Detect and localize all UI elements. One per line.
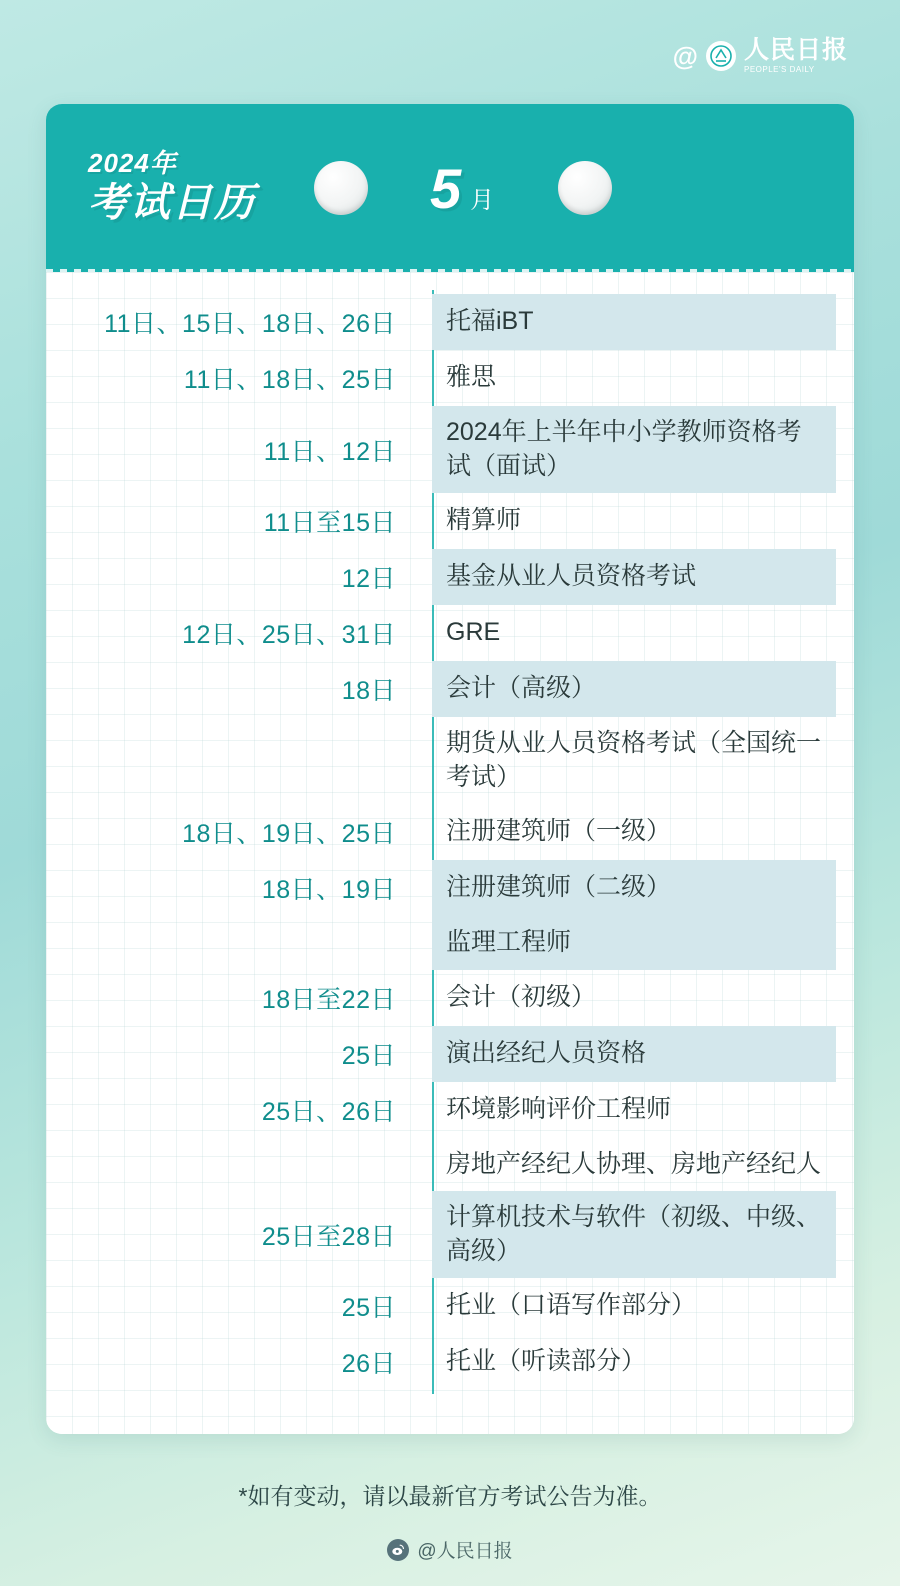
month-block: [430, 156, 494, 221]
row-date: 18日、19日、25日: [182, 820, 396, 848]
brand-watermark: [673, 38, 848, 74]
row-exam: 环境影响评价工程师: [446, 1094, 672, 1123]
row-exam: 注册建筑师（一级）: [446, 817, 672, 846]
table-row: [46, 294, 854, 350]
table-row: [46, 1026, 854, 1082]
table-row: [46, 605, 854, 661]
card-header: [46, 104, 854, 272]
row-date: 11日、12日: [263, 437, 396, 466]
month-number: 5: [430, 156, 463, 220]
row-date: 26日: [341, 1350, 396, 1378]
table-row: [46, 1278, 854, 1334]
at-symbol: @: [672, 41, 698, 71]
row-date: 12日: [341, 565, 396, 593]
row-date: 25日: [341, 1041, 396, 1070]
row-exam: 托业（听读部分）: [446, 1347, 647, 1376]
row-exam: GRE: [446, 618, 501, 647]
table-row: [46, 549, 854, 605]
brand-name-cn: 人民日报: [743, 36, 848, 64]
row-date: 11日、18日、25日: [183, 366, 396, 394]
peoples-daily-logo-icon: [706, 41, 736, 71]
row-date: 11日至15日: [263, 509, 396, 537]
exam-table: [46, 272, 854, 1434]
row-exam: 托福iBT: [432, 294, 836, 350]
calendar-title-block: [88, 150, 256, 225]
row-exam: 精算师: [446, 506, 522, 535]
row-date: 18日: [341, 677, 396, 705]
table-row: [46, 661, 854, 717]
month-label: 月: [470, 186, 495, 214]
weibo-handle: @人民日报: [417, 1541, 513, 1562]
table-row: [46, 804, 854, 860]
row-exam: 注册建筑师（二级）: [432, 860, 836, 916]
row-date: [46, 916, 414, 970]
row-exam: 房地产经纪人协理、房地产经纪人: [446, 1149, 822, 1178]
row-exam: 会计（初级）: [446, 982, 597, 1011]
row-date: 25日: [341, 1294, 396, 1322]
table-row: [46, 1334, 854, 1390]
table-row: [46, 1138, 854, 1192]
brand-name-en: PEOPLE'S DAILY: [743, 65, 815, 74]
row-exam: 期货从业人员资格考试（全国统一考试）: [446, 729, 822, 791]
calendar-title: 考试日历: [88, 181, 256, 226]
weibo-icon: [387, 1539, 409, 1561]
row-exam: 演出经纪人员资格: [432, 1026, 836, 1082]
table-row: [46, 1191, 854, 1278]
table-row: [46, 493, 854, 549]
row-date: [46, 1138, 414, 1192]
row-date: 18日、19日: [261, 876, 396, 904]
table-row: [46, 1082, 854, 1138]
table-row: [46, 350, 854, 406]
binder-hole-right: [558, 161, 612, 215]
table-row: [46, 406, 854, 493]
row-date: 25日、26日: [261, 1097, 396, 1126]
row-exam: 计算机技术与软件（初级、中级、高级）: [432, 1191, 836, 1278]
row-exam: 会计（高级）: [432, 661, 836, 717]
row-date: 18日至22日: [261, 985, 396, 1014]
binder-hole-left: [314, 161, 368, 215]
calendar-year: 2024年: [88, 148, 177, 179]
row-date: [46, 717, 414, 804]
row-exam: 基金从业人员资格考试: [432, 549, 836, 605]
table-row: [46, 717, 854, 804]
row-date: 25日至28日: [261, 1222, 396, 1251]
row-exam: 监理工程师: [432, 916, 836, 970]
table-row: [46, 860, 854, 916]
table-row: [46, 916, 854, 970]
footnote: *如有变动，请以最新官方考试公告为准。: [238, 1483, 662, 1509]
exam-calendar-card: [46, 104, 854, 1434]
row-exam: 雅思: [446, 363, 497, 392]
row-exam: 2024年上半年中小学教师资格考试（面试）: [432, 406, 836, 493]
table-row: [46, 970, 854, 1026]
brand-text-block: [744, 38, 848, 74]
row-date: 11日、15日、18日、26日: [104, 310, 396, 338]
row-date: 12日、25日、31日: [182, 621, 396, 649]
row-exam: 托业（口语写作部分）: [446, 1291, 697, 1320]
weibo-credit: [0, 1536, 900, 1563]
exam-rows: [46, 294, 854, 1390]
